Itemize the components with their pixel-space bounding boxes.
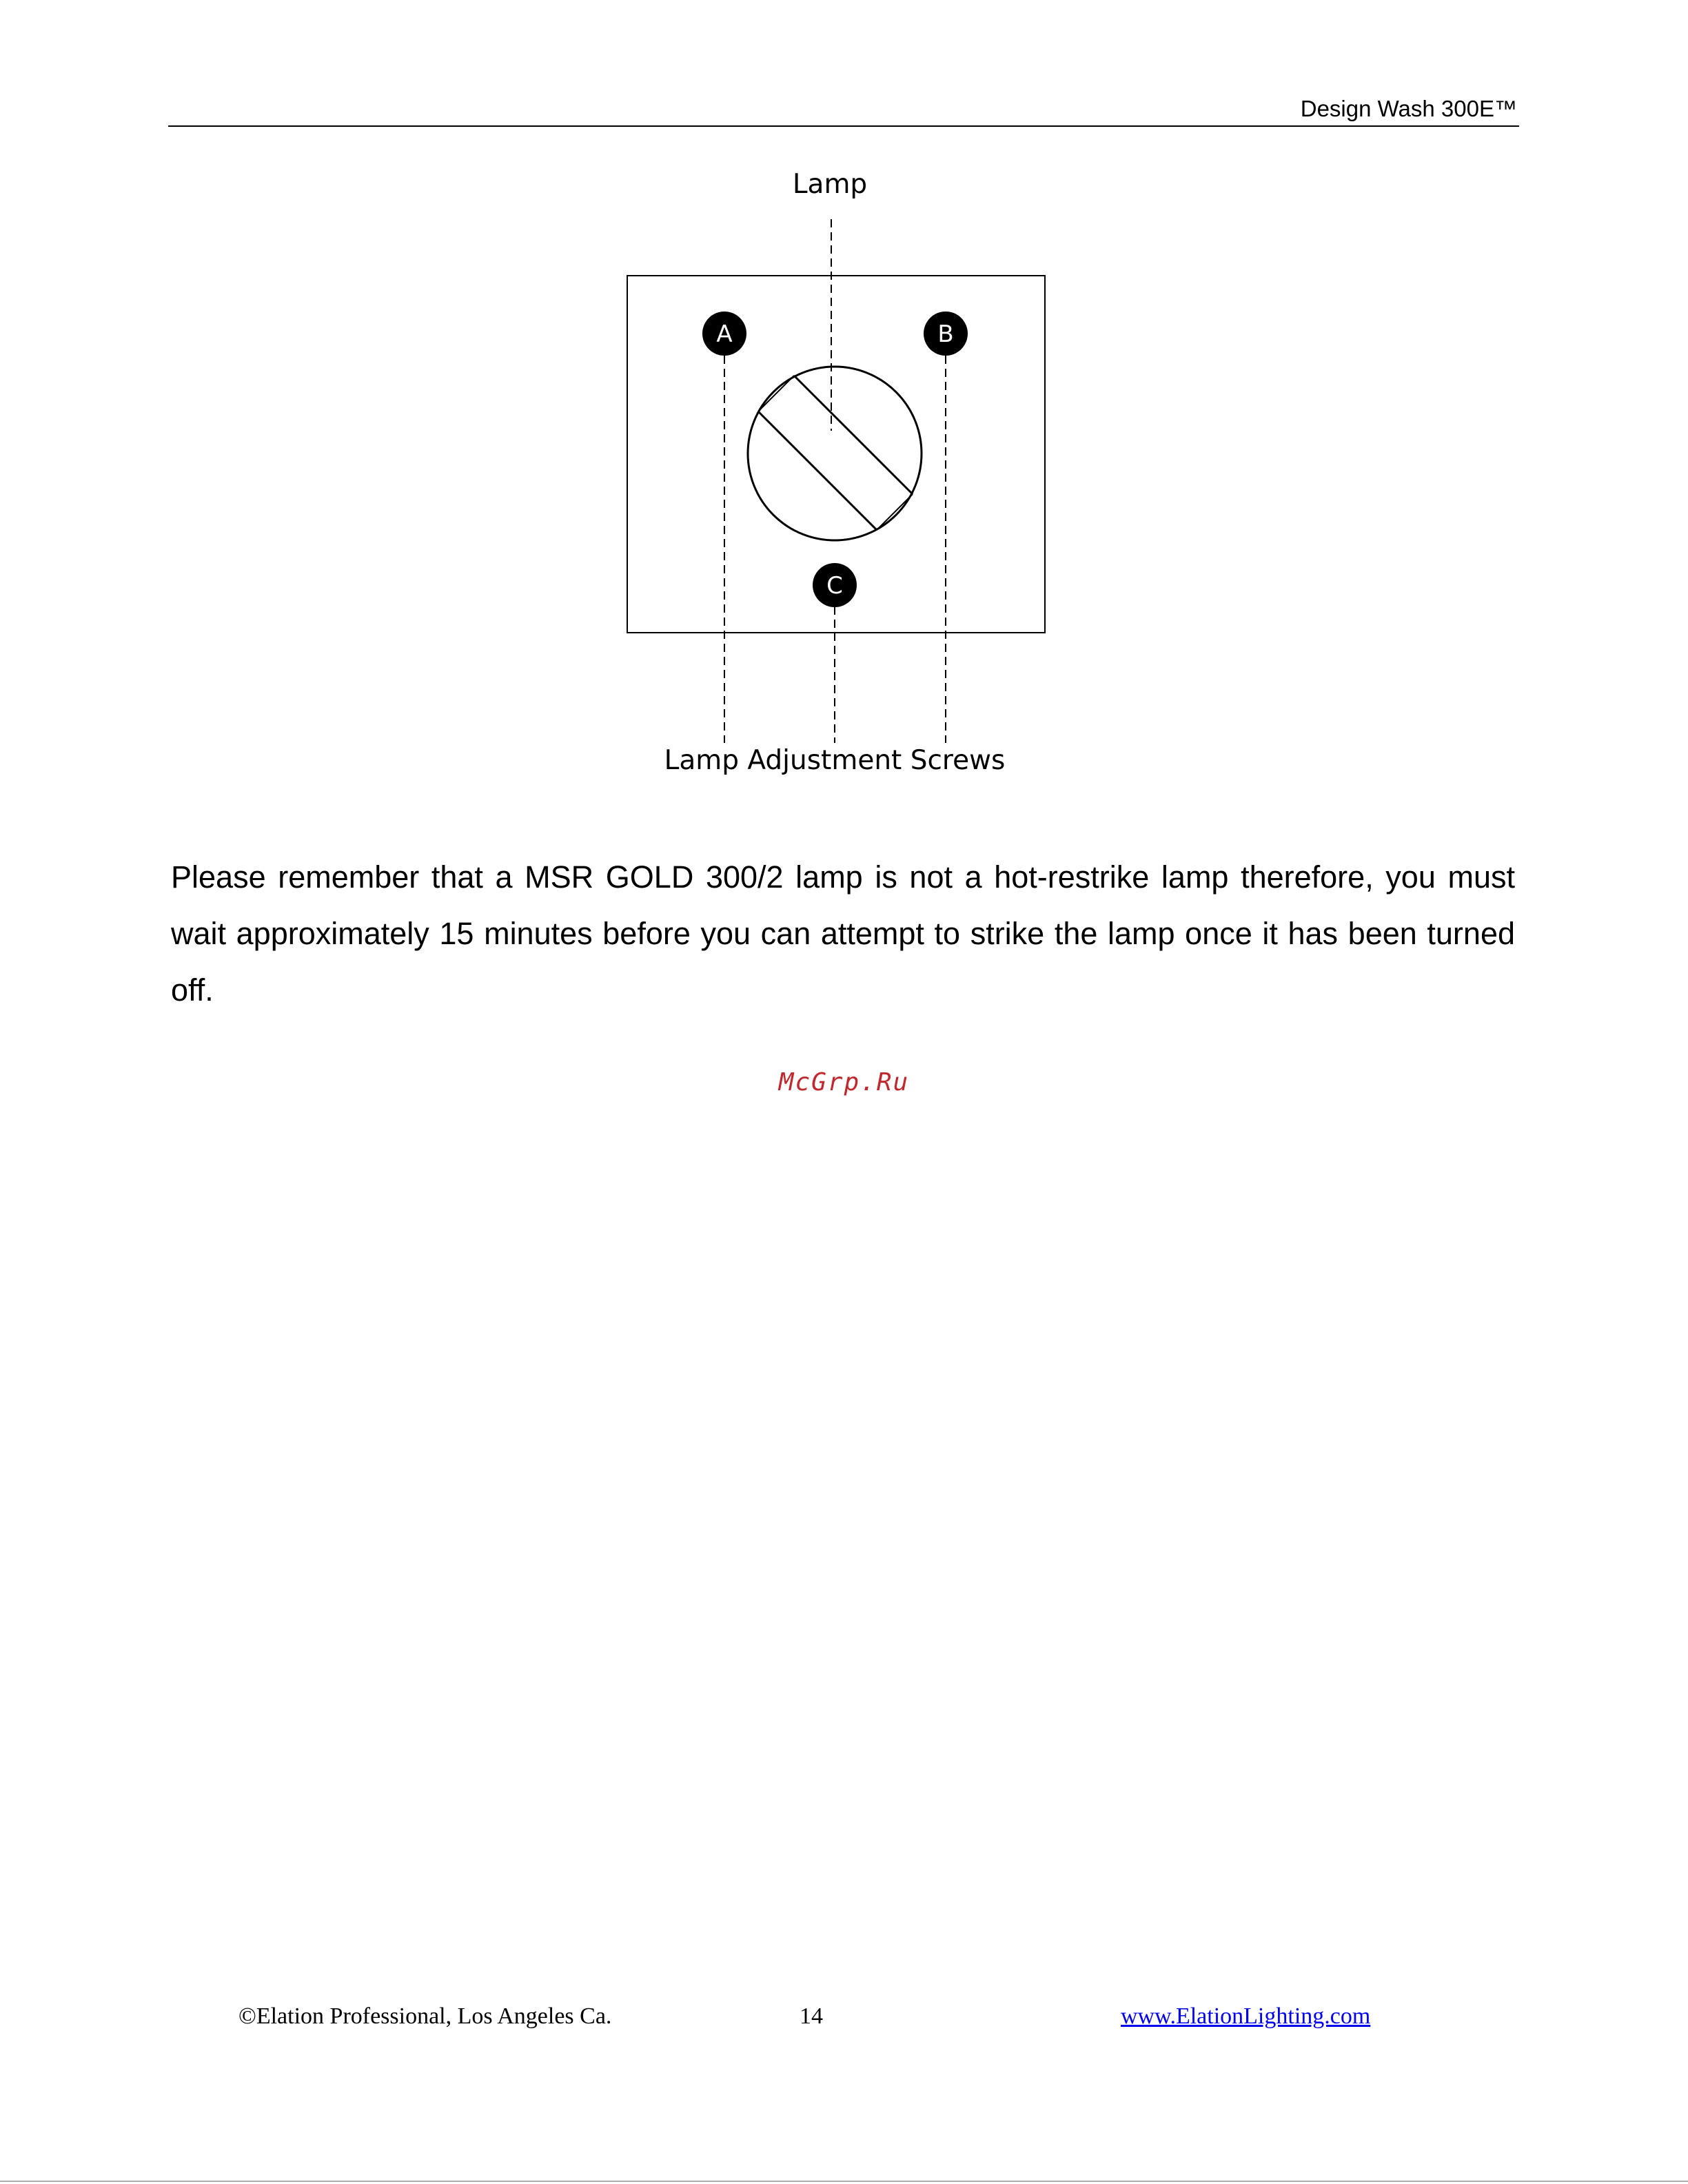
screw-marker-b	[924, 312, 968, 356]
header-title: Design Wash 300E™	[1300, 96, 1517, 121]
lamp-adjustment-diagram	[0, 0, 1688, 827]
lamp-label: Lamp	[792, 169, 868, 200]
page-bottom-edge	[0, 2181, 1688, 2182]
screw-marker-b-label: B	[937, 320, 954, 348]
screw-marker-a	[702, 312, 746, 356]
screw-marker-c-label: C	[826, 572, 843, 600]
watermark-text: McGrp.Ru	[778, 1068, 910, 1096]
lamp-slot-edge-upper	[794, 376, 913, 494]
footer-copyright: ©Elation Professional, Los Angeles Ca.	[238, 2003, 612, 2029]
lamp-restrike-note: Please remember that a MSR GOLD 300/2 lamp is not a hot-restrike lamp therefore, you must wait approximately 15 minutes before you can attempt to strike the lamp once it has been turned off.	[171, 859, 1515, 1008]
lamp-slot-cap-lower	[877, 494, 913, 530]
screws-label: Lamp Adjustment Screws	[664, 745, 1006, 776]
screw-marker-c	[813, 563, 857, 607]
footer-website-link[interactable]: www.ElationLighting.com	[1121, 2003, 1371, 2029]
lamp-socket	[748, 367, 922, 540]
lamp-socket-circle	[748, 367, 922, 540]
footer-page-number: 14	[800, 2003, 823, 2029]
lamp-slot-cap-upper	[758, 376, 794, 411]
lamp-slot-edge-lower	[758, 411, 877, 530]
screw-marker-a-label: A	[716, 320, 733, 348]
